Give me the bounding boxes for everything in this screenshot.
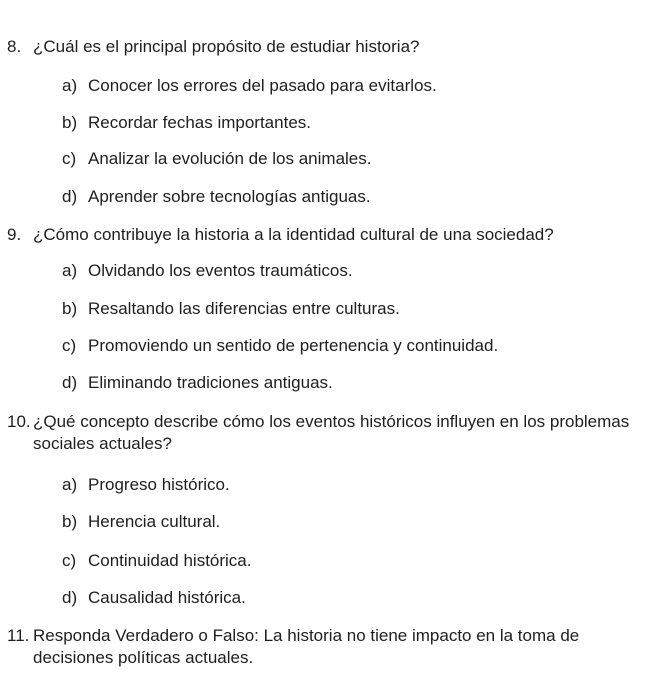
option-text: Causalidad histórica. (88, 588, 246, 607)
question-number: 11. (7, 626, 30, 645)
option-text: Analizar la evolución de los animales. (88, 149, 372, 168)
option-text: Eliminando tradiciones antiguas. (88, 373, 333, 392)
option-8b (0, 112, 660, 134)
question-number: 10. (7, 412, 31, 431)
option-letter: a) (62, 76, 78, 95)
option-text: Aprender sobre tecnologías antiguas. (88, 187, 371, 206)
option-letter: d) (62, 373, 78, 392)
option-10a (0, 474, 660, 496)
option-10d (0, 587, 660, 609)
option-text: Conocer los errores del pasado para evitarlos. (88, 76, 437, 95)
question-number: 9. (7, 225, 22, 244)
option-text: Recordar fechas importantes. (88, 113, 311, 132)
option-letter: c) (62, 336, 77, 355)
option-letter: a) (62, 475, 78, 494)
option-9d (0, 372, 660, 394)
option-text: Resaltando las diferencias entre culturas. (88, 299, 400, 318)
option-letter: b) (62, 512, 78, 531)
option-letter: b) (62, 113, 78, 132)
question-number: 8. (7, 37, 22, 56)
option-text: Promoviendo un sentido de pertenencia y continuidad. (88, 336, 499, 355)
option-9c (0, 335, 660, 357)
option-9a (0, 260, 660, 282)
question-text: ¿Cuál es el principal propósito de estudiar historia? (33, 37, 420, 56)
option-9b (0, 298, 660, 320)
question-text: ¿Cómo contribuye la historia a la identidad cultural de una sociedad? (33, 225, 554, 244)
option-letter: a) (62, 261, 78, 280)
option-8c (0, 148, 660, 170)
option-text: Olvidando los eventos traumáticos. (88, 261, 353, 280)
option-letter: d) (62, 588, 78, 607)
question-text: Responda Verdadero o Falso: La historia no tiene impacto en la toma de decisiones políticas actuales. (33, 626, 580, 667)
option-8a (0, 75, 660, 97)
option-letter: b) (62, 299, 78, 318)
option-text: Progreso histórico. (88, 475, 230, 494)
option-text: Herencia cultural. (88, 512, 221, 531)
option-10b (0, 511, 660, 533)
option-8d (0, 186, 660, 208)
option-letter: d) (62, 187, 78, 206)
question-text: ¿Qué concepto describe cómo los eventos históricos influyen en los problemas sociales actuales? (33, 412, 630, 453)
option-letter: c) (62, 551, 77, 570)
option-10c (0, 550, 660, 572)
option-letter: c) (62, 149, 77, 168)
option-text: Continuidad histórica. (88, 551, 252, 570)
